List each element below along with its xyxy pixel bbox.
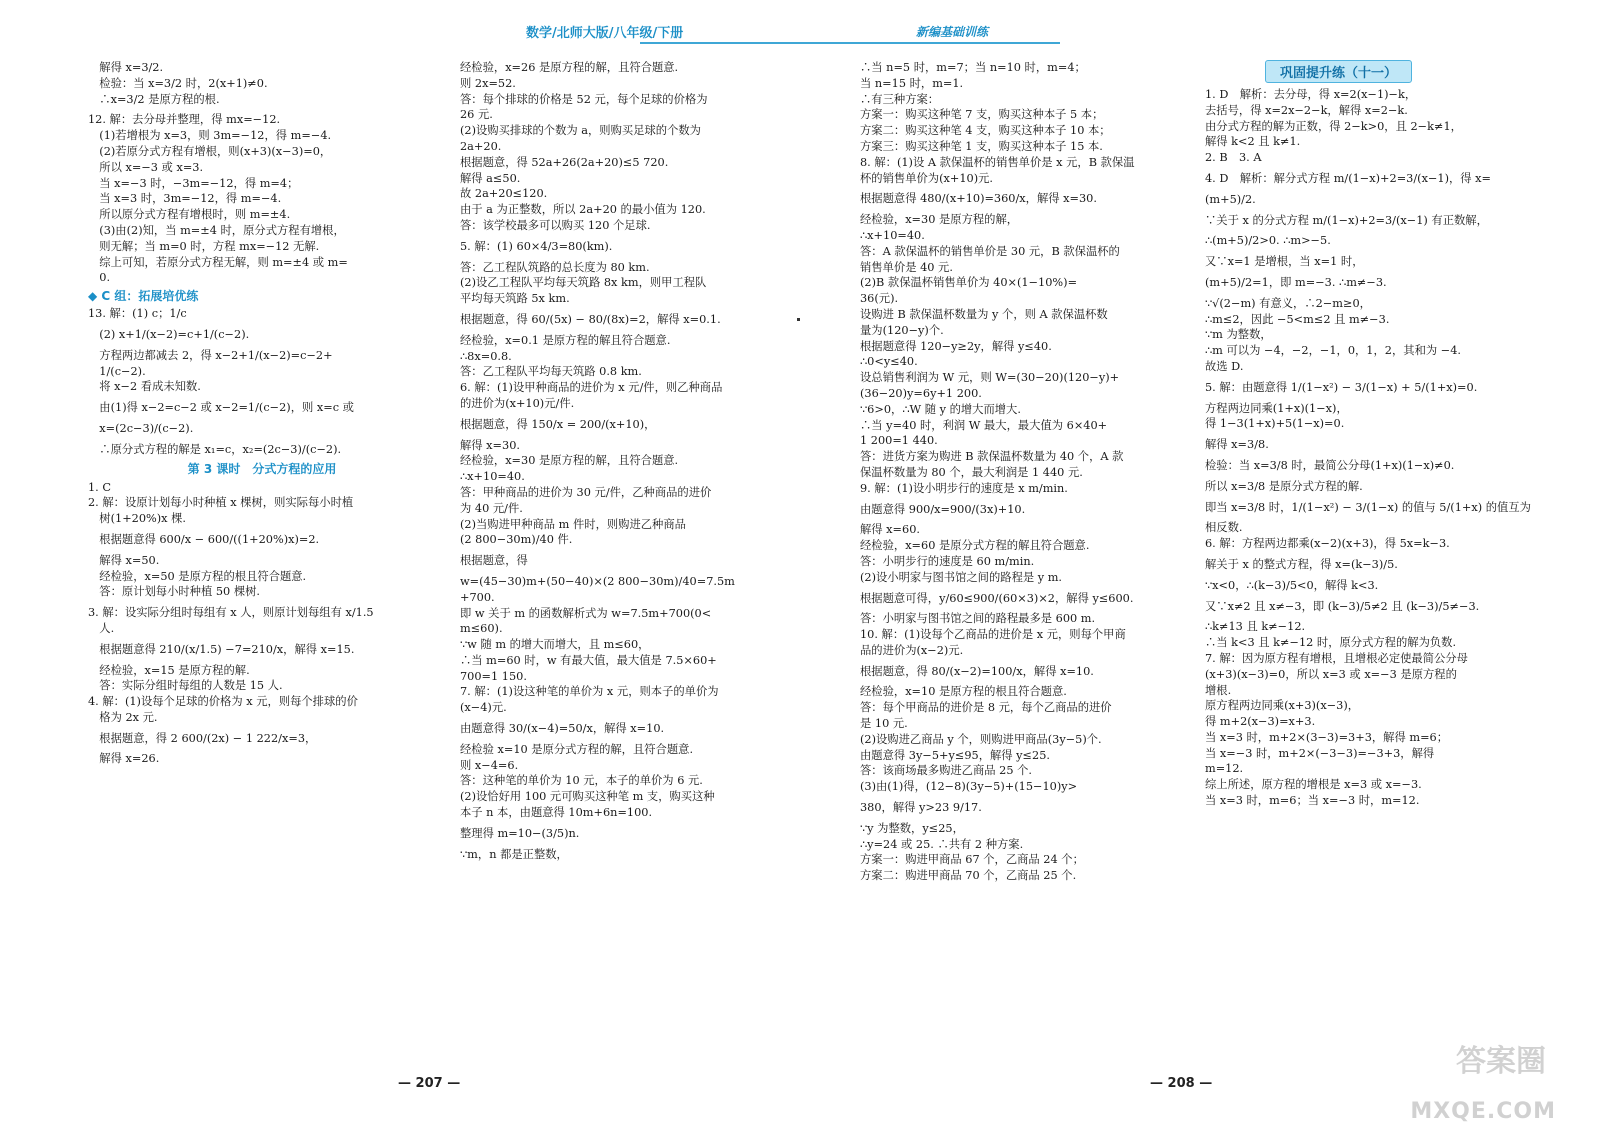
text-line: 经检验，x=30 是原方程的解，且符合题意. [460,454,679,468]
text-line: 4. 解：(1)设每个足球的价格为 x 元，则每个排球的价 [88,695,358,709]
text-line: 根据题意得 120−y≥2y，解得 y≤40. [860,339,1052,353]
text-line: 方案三：购买这种笔 1 支，购买这种本子 15 本. [860,139,1103,153]
text-line: 解得 k<2 且 k≠1. [1205,135,1301,149]
text-line: 7. 解：因为原方程有增根，且增根必定使最简公分母 [1205,651,1468,665]
text-line: 所以 x=3/8 是原分式方程的解. [1205,479,1363,493]
text-line: (2)设购进乙商品 y 个，则购进甲商品(3y−5)个. [860,732,1102,746]
watermark-logo: 答案圈 [1456,1044,1546,1079]
text-line: 答：该商场最多购进乙商品 25 个. [860,764,1033,778]
text-line: (2)B 款保温杯销售单价为 40×(1−10%)= [860,276,1078,290]
text-line: 经检验，x=10 是原方程的根且符合题意. [860,685,1067,699]
text-line: 7. 解：(1)设这种笔的单价为 x 元，则本子的单价为 [460,685,719,699]
text-line: (2) x+1/(x−2)=c+1/(c−2). [88,327,250,341]
text-line: (2)设乙工程队平均每天筑路 8x km，则甲工程队 [460,276,707,290]
text-line: 整理得 m=10−(3/5)n. [460,826,580,840]
text-line: 5. 解：(1) 60×4/3=80(km). [460,239,613,253]
text-line: 所以原分式方程有增根时，则 m=±4. [88,208,291,222]
text-line: 则无解；当 m=0 时，方程 mx=−12 无解. [88,239,320,253]
text-line: (m+5)/2=1，即 m=−3. ∴m≠−3. [1205,275,1387,289]
text-line: 杯的销售单价为(x+10)元. [860,171,993,185]
text-line: 根据题意，得 150/x = 200/(x+10)， [460,417,656,431]
text-line: ∴y=24 或 25. ∴共有 2 种方案. [860,837,1024,851]
text-line: 方案二：购买这种笔 4 支，购买这种本子 10 本； [860,124,1111,138]
column-4 [1205,60,1535,1090]
text-line: ∴x+10=40. [860,228,925,242]
text-line: ∴原分式方程的解是 x₁=c，x₂=(2c−3)/(c−2). [88,442,342,456]
header-rule [640,42,1060,44]
text-line: (m+5)/2. [1205,192,1256,206]
text-line: 13. 解：(1) c；1/c [88,307,187,321]
text-line: (2)设购买排球的个数为 a，则购买足球的个数为 [460,124,701,138]
text-line: (2)设恰好用 100 元可购买这种笔 m 支，购买这种 [460,790,715,804]
text-line: 700=1 150. [460,669,527,683]
text-line: 检验：当 x=3/2 时，2(x+1)≠0. [88,76,268,90]
text-line: 为 40 元/件. [460,501,523,515]
text-line: 由题意得 900/x=900/(3x)+10. [860,502,1026,516]
text-line: 综上所述，原方程的增根是 x=3 或 x=−3. [1205,778,1422,792]
text-line: 当 n=15 时，m=1. [860,76,964,90]
text-line: 经检验，x=50 是原方程的根且符合题意. [88,569,307,583]
text-line: 5. 解：由题意得 1/(1−x²) − 3/(1−x) + 5/(1+x)=0. [1205,380,1478,394]
text-line: ∵6>0，∴W 随 y 的增大而增大. [860,402,1021,416]
page-number-left: — 207 — [398,1076,461,1091]
text-line: 答：甲种商品的进价为 30 元/件，乙种商品的进价 [460,485,712,499]
text-line: 由(1)得 x−2=c−2 或 x−2=1/(c−2)，则 x=c 或 [88,401,354,415]
text-line: ∵√(2−m) 有意义，∴2−m≥0， [1205,296,1371,310]
text-line: 解得 a≤50. [460,171,521,185]
text-line: 由题意得 30/(x−4)=50/x，解得 x=10. [460,722,665,736]
text-line: (36−20)y=6y+1 200. [860,386,982,400]
text-line: 10. 解：(1)设每个乙商品的进价是 x 元，则每个甲商 [860,628,1126,642]
text-line: 36(元). [860,292,899,306]
text-line: 方程两边都减去 2，得 x−2+1/(x−2)=c−2+ [88,348,333,362]
lesson-heading: 第 3 课时 分式方程的应用 [187,461,337,476]
text-line: 根据题意，得 52a+26(2a+20)≤5 720. [460,155,669,169]
text-line: 经检验 x=10 是原分式方程的解，且符合题意. [460,742,694,756]
text-line: 解得 x=60. [860,523,920,537]
text-line: 得 m+2(x−3)=x+3. [1205,715,1316,729]
text-line: 平均每天筑路 5x km. [460,292,570,306]
text-line: m≤60). [460,622,503,636]
text-line: 由于 a 为正整数，所以 2a+20 的最小值为 120. [460,203,706,217]
text-line: 答：A 款保温杯的销售单价是 30 元，B 款保温杯的 [860,244,1120,258]
text-line: 解得 x=26. [88,752,160,766]
text-line: 原方程两边同乘(x+3)(x−3)， [1205,699,1360,713]
text-line: 经检验，x=0.1 是原方程的解且符合题意. [460,333,671,347]
text-line: 答：小明步行的速度是 60 m/min. [860,554,1035,568]
text-line: 方案一：购买这种笔 7 支，购买这种本子 5 本； [860,108,1104,122]
text-line: ∵w 随 m 的增大而增大，且 m≤60， [460,638,650,652]
text-line: 品的进价为(x−2)元. [860,643,964,657]
text-line: 又∵x=1 是增根，当 x=1 时， [1205,255,1364,269]
text-line: 方案二：购进甲商品 70 个，乙商品 25 个. [860,869,1077,883]
text-line: 1. D 解析：去分母，得 x=2(x−1)−k， [1205,88,1417,101]
text-line: 人. [88,621,115,635]
text-line: 相反数. [1205,521,1243,535]
text-line: 9. 解：(1)设小明步行的速度是 x m/min. [860,481,1068,495]
text-line: 经检验，x=30 是原方程的解， [860,213,1019,227]
text-line: 根据题意得 480/(x+10)=360/x，解得 x=30. [860,192,1097,206]
text-line: (1)若增根为 x=3，则 3m=−12，得 m=−4. [88,129,332,143]
watermark [1410,1030,1556,1130]
text-line: 当 x=3 时，3m=−12，得 m=−4. [88,192,282,206]
text-line: 方案一：购进甲商品 67 个，乙商品 24 个； [860,853,1084,867]
text-line: 则 2x=52. [460,76,516,90]
text-line: 设购进 B 款保温杯数量为 y 个，则 A 款保温杯数 [860,307,1108,321]
text-line: 保温杯数量为 80 个，最大利润是 1 440 元. [860,465,1083,479]
text-line: 答：乙工程队平均每天筑路 0.8 km. [460,365,642,379]
text-line: 0. [88,271,111,285]
text-line: 即当 x=3/8 时，1/(1−x²) − 3/(1−x) 的值与 5/(1+x) 的值互为 [1205,500,1531,514]
text-line: 方程两边同乘(1+x)(1−x)， [1205,401,1348,415]
text-line: ∴m≤2，因此 −5<m≤2 且 m≠−3. [1205,312,1390,326]
text-line: 答：小明家与图书馆之间的路程最多是 600 m. [860,612,1096,626]
text-line: 答：实际分组时每组的人数是 15 人. [88,679,283,693]
text-line: 答：这种笔的单价为 10 元，本子的单价为 6 元. [460,774,703,788]
text-line: 经检验，x=15 是原方程的解. [88,663,250,677]
text-line: 根据题意，得 [460,554,528,568]
text-line: 12. 解：去分母并整理，得 mx=−12. [88,113,281,127]
text-line: 经检验，x=60 是原分式方程的解且符合题意. [860,539,1090,553]
text-line: 380，解得 y>23 9/17. [860,801,982,815]
text-line: 检验：当 x=3/8 时，最简公分母(1+x)(1−x)≠0. [1205,458,1455,472]
text-line: 答：每个甲商品的进价是 8 元，每个乙商品的进价 [860,701,1112,715]
text-line: 故选 D. [1205,359,1244,373]
text-line: 当 x=3 时，m=6；当 x=−3 时，m=12. [1205,794,1420,808]
text-line: 8. 解：(1)设 A 款保温杯的销售单价是 x 元，B 款保温 [860,155,1135,169]
text-line: x=(2c−3)/(c−2). [88,421,194,435]
text-line: ∴m 可以为 −4，−2，−1，0，1，2，其和为 −4. [1205,344,1462,358]
text-line: ∴当 m=60 时，w 有最大值，最大值是 7.5×60+ [460,653,717,667]
text-line: 是 10 元. [860,717,908,731]
text-line: 1 200=1 440. [860,434,938,448]
text-line: 3. 解：设实际分组时每组有 x 人，则原计划每组有 x/1.5 [88,606,374,620]
text-line: (3)由(1)得，(12−8)(3y−5)+(15−10)y> [860,780,1078,794]
text-line: w=(45−30)m+(50−40)×(2 800−30m)/40=7.5m [460,574,735,588]
page-number-right: — 208 — [1150,1076,1213,1091]
text-line: 根据题意，得 60/(5x) − 80/(8x)=2，解得 x=0.1. [460,312,721,326]
text-line: ∴(m+5)/2>0. ∴m>−5. [1205,234,1331,248]
text-line: 解得 x=30. [460,438,520,452]
text-line: +700. [460,590,495,604]
text-line: 量为(120−y)个. [860,323,944,337]
text-line: 增根. [1205,683,1232,697]
text-line: (2)设小明家与图书馆之间的路程是 y m. [860,570,1063,584]
text-line: ∴当 n=5 时，m=7；当 n=10 时，m=4； [860,61,1086,74]
text-line: (2)当购进甲种商品 m 件时，则购进乙种商品 [460,517,686,531]
text-line: 解得 x=50. [88,553,160,567]
text-line: 解关于 x 的整式方程，得 x=(k−3)/5. [1205,557,1398,571]
text-line: ∵关于 x 的分式方程 m/(1−x)+2=3/(x−1) 有正数解， [1205,213,1488,227]
text-line: 当 x=3 时，m+2×(3−3)=3+3，解得 m=6； [1205,730,1449,744]
text-line: 将 x−2 看成未知数. [88,380,201,394]
text-line: 由题意得 3y−5+y≤95，解得 y≤25. [860,748,1050,762]
text-line: 1/(c−2). [88,364,146,378]
book-series-title: 数学/北师大版/八年级/下册 [526,26,684,41]
column-2 [460,60,800,1090]
text-line: (2)若原分式方程有增根，则(x+3)(x−3)=0， [88,144,332,158]
text-line: 综上可知，若原分式方程无解，则 m=±4 或 m= [88,255,348,269]
text-line: 的进价为(x+10)元/件. [460,396,575,410]
text-line: ∴k≠13 且 k≠−12. [1205,620,1306,634]
column-1 [88,60,436,1090]
text-line: ∵y 为整数，y≤25， [860,821,964,835]
text-line: ∴x+10=40. [460,470,525,484]
binding-dot [797,318,800,321]
watermark-text: MXQE.COM [1410,1099,1556,1124]
text-line: ∴x=3/2 是原方程的根. [88,92,220,106]
text-line: 2. B 3. A [1205,151,1262,165]
text-line: 设总销售利润为 W 元，则 W=(30−20)(120−y)+ [860,371,1120,385]
text-line: ∴0<y≤40. [860,355,918,369]
text-line: ∵m 为整数， [1205,328,1272,342]
text-line: 去括号，得 x=2x−2−k，解得 x=2−k. [1205,103,1408,117]
text-line: m=12. [1205,762,1244,776]
text-line: 1. C [88,480,112,494]
text-line: 答：原计划每小时种植 50 棵树. [88,585,261,599]
text-line: 即 w 关于 m 的函数解析式为 w=7.5m+700(0< [460,606,712,620]
text-line: ∵x<0，∴(k−3)/5<0，解得 k<3. [1205,578,1379,592]
text-line: 2a+20. [460,139,502,153]
text-line: 格为 2x 元. [88,710,158,724]
text-line: 答：乙工程队筑路的总长度为 80 km. [460,260,650,274]
text-line: 答：每个排球的价格是 52 元，每个足球的价格为 [460,92,708,106]
text-line: 6. 解：(1)设甲种商品的进价为 x 元/件，则乙种商品 [460,381,723,395]
text-line: (3)由(2)知，当 m=±4 时，原分式方程有增根， [88,223,345,237]
text-line: 答：进货方案为购进 B 款保温杯数量为 40 个，A 款 [860,450,1124,464]
text-line: (x+3)(x−3)=0，所以 x=3 或 x=−3 是原方程的 [1205,667,1457,681]
text-line: ∴有三种方案： [860,92,940,106]
text-line: 2. 解：设原计划每小时种植 x 棵树，则实际每小时植 [88,496,354,510]
exercise-banner-row [1205,60,1535,87]
text-line: ∵m，n 都是正整数， [460,847,568,861]
text-line: 4. D 解析：解分式方程 m/(1−x)+2=3/(x−1)，得 x= [1205,171,1492,185]
column-3 [860,60,1195,1090]
text-line: 所以 x=−3 或 x=3. [88,160,204,174]
text-line: 则 x−4=6. [460,758,519,772]
exercise-banner: 巩固提升练（十一） [1265,60,1412,83]
text-line: 得 1−3(1+x)+5(1−x)=0. [1205,417,1345,431]
text-line: (2 800−30m)/40 件. [460,533,573,547]
text-line: ∴当 y=40 时，利润 W 最大，最大值为 6×40+ [860,418,1108,432]
text-line: 又∵x≠2 且 x≠−3，即 (k−3)/5≠2 且 (k−3)/5≠−3. [1205,599,1480,613]
text-line: 本子 n 本，由题意得 10m+6n=100. [460,806,653,820]
text-line: 销售单价是 40 元. [860,260,953,274]
section-heading: ◆ C 组：拓展培优练 [88,289,199,304]
text-line: 根据题意可得，y/60≤900/(60×3)×2，解得 y≤600. [860,591,1134,605]
text-line: 根据题意得 600/x − 600/((1+20%)x)=2. [88,532,320,546]
text-line: 经检验，x=26 是原方程的解，且符合题意. [460,61,679,74]
running-header [0,14,1600,44]
text-line: 故 2a+20≤120. [460,187,548,201]
text-line: ∴8x=0.8. [460,349,512,363]
text-line: 解得 x=3/2. [88,61,164,74]
text-line: (x−4)元. [460,701,507,715]
text-line: 当 x=−3 时，−3m=−12，得 m=4； [88,176,299,190]
text-line: 26 元. [460,108,493,122]
text-line: 答：该学校最多可以购买 120 个足球. [460,218,651,232]
text-line: 6. 解：方程两边都乘(x−2)(x+3)，得 5x=k−3. [1205,537,1450,551]
book-brand: 新编基础训练 [916,25,989,39]
text-line: 当 x=−3 时，m+2×(−3−3)=−3+3，解得 [1205,746,1435,760]
text-line: 解得 x=3/8. [1205,438,1269,452]
text-line: 根据题意得 210/(x/1.5) −7=210/x，解得 x=15. [88,642,355,656]
text-line: 由分式方程的解为正数，得 2−k>0，且 2−k≠1， [1205,119,1462,133]
text-line: 树(1+20%)x 棵. [88,512,187,526]
text-line: 根据题意，得 2 600/(2x) − 1 222/x=3， [88,731,317,745]
text-line: ∴当 k<3 且 k≠−12 时，原分式方程的解为负数. [1205,636,1457,650]
text-line: 根据题意，得 80/(x−2)=100/x，解得 x=10. [860,664,1094,678]
